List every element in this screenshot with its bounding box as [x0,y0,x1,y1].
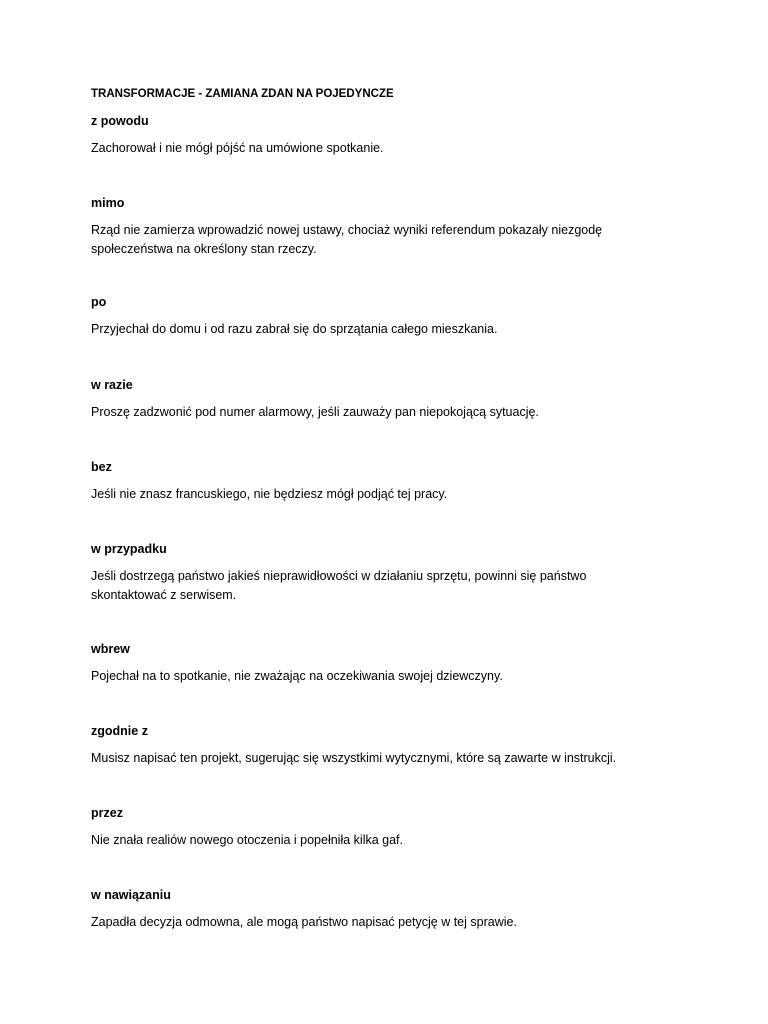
section-mimo [91,194,711,259]
section-text [91,913,711,932]
section-text [91,320,711,339]
section-text-line: skontaktować z serwisem. [91,587,237,602]
page-title: TRANSFORMACJE - ZAMIANA ZDAN NA POJEDYNCZE [91,88,394,100]
section-text-line: Jeśli nie znasz francuskiego, nie będziesz mógł podjąć tej pracy. [91,486,448,501]
section-text-line: Musisz napisać ten projekt, sugerując się wszystkimi wytycznymi, które są zawarte w instrukcji. [91,750,617,765]
section-heading: z powodu [91,113,149,128]
section-heading: w przypadku [91,541,167,556]
section-przez [91,804,711,850]
section-po [91,293,711,339]
section-wbrew [91,640,711,686]
section-heading: mimo [91,195,125,210]
section-text-line: społeczeństwa na określony stan rzeczy. [91,241,317,256]
section-text [91,831,711,850]
section-w-razie [91,376,711,422]
section-heading: przez [91,805,123,820]
section-text-line: Pojechał na to spotkanie, nie zważając na oczekiwania swojej dziewczyny. [91,668,503,683]
section-text [91,567,711,605]
section-text-line: Zapadła decyzja odmowna, ale mogą państwo napisać petycję w tej sprawie. [91,914,517,929]
section-text-line: Przyjechał do domu i od razu zabrał się do sprzątania całego mieszkania. [91,321,498,336]
section-heading: zgodnie z [91,723,148,738]
section-bez [91,458,711,504]
section-text [91,667,711,686]
section-heading: w nawiązaniu [91,887,171,902]
section-text [91,403,711,422]
section-text-line: Zachorował i nie mógł pójść na umówione spotkanie. [91,140,384,155]
section-heading: w razie [91,377,133,392]
section-text-line: Proszę zadzwonić pod numer alarmowy, jeśli zauważy pan niepokojącą sytuację. [91,404,539,419]
section-zgodnie-z [91,722,711,768]
section-text [91,749,711,768]
section-heading: po [91,294,107,309]
section-text-line: Nie znała realiów nowego otoczenia i popełniła kilka gaf. [91,832,403,847]
section-text-line: Jeśli dostrzegą państwo jakieś nieprawidłowości w działaniu sprzętu, powinni się państwo [91,568,587,583]
section-heading: wbrew [91,641,130,656]
section-z-powodu [91,112,711,158]
section-heading: bez [91,459,112,474]
section-text [91,221,711,259]
section-text [91,139,711,158]
section-text-line: Rząd nie zamierza wprowadzić nowej ustawy, chociaż wyniki referendum pokazały niezgodę [91,222,603,237]
section-w-przypadku [91,540,711,605]
section-text [91,485,711,504]
section-w-nawiazaniu [91,886,711,932]
